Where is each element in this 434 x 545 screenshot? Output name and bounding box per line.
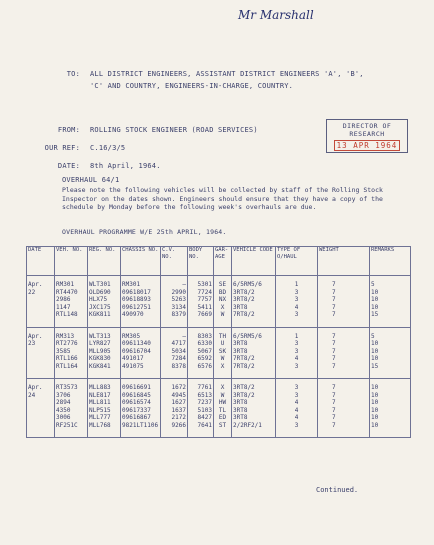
table-cell: X — [214, 384, 232, 392]
table-cell: 4 — [276, 304, 318, 312]
spacer-cell — [55, 370, 88, 379]
table-cell: HW — [214, 399, 232, 407]
stamp-line-2: RESEARCH — [349, 130, 385, 138]
table-cell: – — [161, 281, 188, 289]
date-label: DATE: — [57, 162, 80, 170]
table-cell: 3706 — [55, 392, 88, 400]
table-cell: 09612751 — [121, 304, 161, 312]
table-row — [27, 333, 411, 341]
table-cell: W — [214, 311, 232, 319]
continued-note: Continued. — [316, 486, 359, 494]
table-cell: 6576 — [188, 363, 214, 371]
table-header — [27, 247, 411, 276]
table-cell: 09616845 — [121, 392, 161, 400]
table-cell: 3 — [276, 422, 318, 430]
table-cell: 8378 — [161, 363, 188, 371]
table-cell: 3RT8 — [232, 304, 276, 312]
spacer-cell — [214, 370, 232, 379]
table-cell: MLL883 — [88, 384, 121, 392]
table-cell: U — [214, 340, 232, 348]
ref-label: OUR REF: — [44, 144, 80, 152]
spacer-cell — [27, 319, 55, 328]
table-cell: 2172 — [161, 414, 188, 422]
table-cell: 22 — [27, 289, 55, 297]
table-cell: 7 — [318, 392, 370, 400]
table-cell: 3RT8/2 — [232, 384, 276, 392]
table-cell: 9266 — [161, 422, 188, 430]
table-cell: WLT301 — [88, 281, 121, 289]
table-cell: RT2776 — [55, 340, 88, 348]
table-cell: NLE817 — [88, 392, 121, 400]
table-cell: 23 — [27, 340, 55, 348]
table-body — [27, 276, 411, 438]
table-cell: 3585 — [55, 348, 88, 356]
spacer-cell — [214, 319, 232, 328]
spacer-cell — [370, 429, 411, 438]
stamp-date: 13 APR 1964 — [334, 140, 400, 151]
table-cell — [27, 363, 55, 371]
to-line-1: ALL DISTRICT ENGINEERS, ASSISTANT DISTRICT ENGINEERS 'A', 'B', — [90, 70, 364, 78]
spacer-cell — [161, 429, 188, 438]
table-cell: 4350 — [55, 407, 88, 415]
spacer-cell — [318, 319, 370, 328]
table-cell: WLT313 — [88, 333, 121, 341]
ref-value: C.16/3/5 — [90, 144, 126, 152]
to-label: TO: — [66, 70, 80, 78]
table-cell: 7 — [318, 363, 370, 371]
table-cell: 4 — [276, 414, 318, 422]
spacer-cell — [188, 370, 214, 379]
table-cell: 5 — [370, 281, 411, 289]
group-spacer — [27, 429, 411, 438]
table-cell: 3RT8/2 — [232, 289, 276, 297]
table-cell: 7 — [318, 422, 370, 430]
spacer-cell — [276, 319, 318, 328]
spacer-cell — [318, 370, 370, 379]
table-cell: 7284 — [161, 355, 188, 363]
table-cell: 09616691 — [121, 384, 161, 392]
table-row — [27, 407, 411, 415]
table-cell — [27, 422, 55, 430]
table-cell: RTL164 — [55, 363, 88, 371]
col-vehicle-code: VEHICLE CODE — [232, 247, 276, 276]
table-cell — [27, 414, 55, 422]
to-line-2: 'C' AND COUNTRY, ENGINEERS-IN-CHARGE, COUNTRY. — [90, 82, 294, 90]
table-cell: 7 — [318, 355, 370, 363]
table-cell: 2/2RF2/1 — [232, 422, 276, 430]
group-spacer — [27, 370, 411, 379]
table-cell: 4 — [276, 399, 318, 407]
subject: OVERHAUL 64/1 — [62, 176, 120, 184]
table-cell: RF251C — [55, 422, 88, 430]
table-cell: KGK830 — [88, 355, 121, 363]
spacer-cell — [27, 429, 55, 438]
table-cell: 2894 — [55, 399, 88, 407]
table-row — [27, 289, 411, 297]
table-cell — [27, 399, 55, 407]
table-cell: X — [214, 304, 232, 312]
table-cell: W — [214, 392, 232, 400]
table-cell: 10 — [370, 355, 411, 363]
table-cell: 09618893 — [121, 296, 161, 304]
table-cell — [27, 355, 55, 363]
table-cell: 09616867 — [121, 414, 161, 422]
spacer-cell — [161, 319, 188, 328]
table-row — [27, 384, 411, 392]
table-cell: 1 — [276, 333, 318, 341]
table-cell: 24 — [27, 392, 55, 400]
table-cell: Apr. — [27, 281, 55, 289]
overhaul-table — [26, 246, 411, 438]
table-cell: 4 — [276, 355, 318, 363]
table-cell: 1627 — [161, 399, 188, 407]
table-cell: 7641 — [188, 422, 214, 430]
table-cell: RT3573 — [55, 384, 88, 392]
table-cell: 09618017 — [121, 289, 161, 297]
table-row — [27, 311, 411, 319]
schedule-title: OVERHAUL PROGRAMME W/E 25th APRIL, 1964. — [62, 228, 227, 236]
table-cell: 7724 — [188, 289, 214, 297]
table-row — [27, 355, 411, 363]
table-cell: 10 — [370, 304, 411, 312]
table-cell: 09616704 — [121, 348, 161, 356]
table-cell: 1 — [276, 281, 318, 289]
spacer-cell — [121, 429, 161, 438]
table-cell: 10 — [370, 422, 411, 430]
table-cell: 5067 — [188, 348, 214, 356]
table-cell: 3 — [276, 392, 318, 400]
table-cell: 9821LT1106 — [121, 422, 161, 430]
table-cell: ED — [214, 414, 232, 422]
spacer-cell — [318, 429, 370, 438]
table-cell: 5411 — [188, 304, 214, 312]
table-cell: RM305 — [121, 333, 161, 341]
table-cell: HLX75 — [88, 296, 121, 304]
table-cell: KGK811 — [88, 311, 121, 319]
table-cell: 491075 — [121, 363, 161, 371]
table-cell: MLL768 — [88, 422, 121, 430]
spacer-cell — [232, 429, 276, 438]
table-cell: MLL811 — [88, 399, 121, 407]
table-cell: RM313 — [55, 333, 88, 341]
table-cell: Apr. — [27, 333, 55, 341]
table-cell: 491017 — [121, 355, 161, 363]
col-garage: GAR- AGE — [214, 247, 232, 276]
table-cell: 7 — [318, 289, 370, 297]
col-veh-no: VEH. NO. — [55, 247, 88, 276]
table-cell: RTL148 — [55, 311, 88, 319]
table-cell — [27, 296, 55, 304]
table-cell: X — [214, 363, 232, 371]
table-cell: 2990 — [161, 289, 188, 297]
table-row — [27, 348, 411, 356]
table-cell: MLL777 — [88, 414, 121, 422]
table-row — [27, 304, 411, 312]
table-cell: W — [214, 355, 232, 363]
table-cell: LYR827 — [88, 340, 121, 348]
table-cell: 1637 — [161, 407, 188, 415]
table-cell: 7RT8/2 — [232, 355, 276, 363]
handwritten-note: Mr Marshall — [238, 8, 314, 22]
table-row — [27, 363, 411, 371]
table-cell: 3RT8/2 — [232, 392, 276, 400]
col-type-of-overhaul: TYPE OF O/HAUL — [276, 247, 318, 276]
spacer-cell — [27, 370, 55, 379]
table-cell: 10 — [370, 296, 411, 304]
table-cell: 10 — [370, 289, 411, 297]
table-cell: 10 — [370, 407, 411, 415]
from-label: FROM: — [57, 126, 80, 134]
table-cell: 10 — [370, 399, 411, 407]
table-row — [27, 392, 411, 400]
table-cell: 09611340 — [121, 340, 161, 348]
table-cell: 3 — [276, 363, 318, 371]
table-cell: NLP515 — [88, 407, 121, 415]
table-cell: 7 — [318, 311, 370, 319]
table-cell: NX — [214, 296, 232, 304]
table-cell: 5 — [370, 333, 411, 341]
table-cell: 4717 — [161, 340, 188, 348]
spacer-cell — [121, 370, 161, 379]
table-cell: MLL905 — [88, 348, 121, 356]
spacer-cell — [88, 319, 121, 328]
col-reg-no: REG. NO. — [88, 247, 121, 276]
table-cell: 3RT8 — [232, 340, 276, 348]
col-cv-no: C.V. NO. — [161, 247, 188, 276]
table-cell: 09617337 — [121, 407, 161, 415]
table-cell: 7 — [318, 304, 370, 312]
table-cell: – — [161, 333, 188, 341]
table-cell: 3 — [276, 384, 318, 392]
table-cell: 3 — [276, 296, 318, 304]
table-cell: 3134 — [161, 304, 188, 312]
spacer-cell — [88, 429, 121, 438]
table-cell: 7RT8/2 — [232, 311, 276, 319]
spacer-cell — [121, 319, 161, 328]
table-cell: 3 — [276, 348, 318, 356]
table-cell: 7 — [318, 296, 370, 304]
table-cell: 5034 — [161, 348, 188, 356]
table-cell: 7757 — [188, 296, 214, 304]
table-cell: 7 — [318, 281, 370, 289]
date-value: 8th April, 1964. — [90, 162, 161, 170]
spacer-cell — [276, 370, 318, 379]
table-cell: 7 — [318, 407, 370, 415]
table-cell: 10 — [370, 392, 411, 400]
col-chassis-no: CHASSIS NO. — [121, 247, 161, 276]
table-cell: KGK841 — [88, 363, 121, 371]
table-cell: 3RT8/2 — [232, 296, 276, 304]
table-cell: 6/5RM5/6 — [232, 333, 276, 341]
spacer-cell — [188, 429, 214, 438]
table-cell: 10 — [370, 340, 411, 348]
body-paragraph: Please note the following vehicles will be collected by staff of the Rolling Stock Inspector on the dates shown. Engineers should ensure that they have a copy of the schedule by Monday before the following week's overhauls are due. — [62, 186, 383, 211]
table-cell: 6592 — [188, 355, 214, 363]
col-date: DATE — [27, 247, 55, 276]
table-row — [27, 281, 411, 289]
table-cell: 3RT8 — [232, 399, 276, 407]
table-cell: 7 — [318, 414, 370, 422]
table-cell: 5103 — [188, 407, 214, 415]
table-cell: 3RT8 — [232, 414, 276, 422]
table-cell: 7RT8/2 — [232, 363, 276, 371]
col-weight: WEIGHT — [318, 247, 370, 276]
table-cell: 4 — [276, 407, 318, 415]
table-cell: 8303 — [188, 333, 214, 341]
table-cell: 4945 — [161, 392, 188, 400]
table-cell: 6330 — [188, 340, 214, 348]
spacer-cell — [214, 429, 232, 438]
table-cell: RM301 — [121, 281, 161, 289]
table-row — [27, 296, 411, 304]
col-remarks: REMARKS — [370, 247, 411, 276]
table-cell: 3 — [276, 311, 318, 319]
spacer-cell — [88, 370, 121, 379]
col-body-no: BODY NO. — [188, 247, 214, 276]
table-cell: 7237 — [188, 399, 214, 407]
table-cell: 3 — [276, 289, 318, 297]
spacer-cell — [370, 370, 411, 379]
spacer-cell — [232, 370, 276, 379]
table-cell: TH — [214, 333, 232, 341]
table-cell: 5301 — [188, 281, 214, 289]
table-cell: 7761 — [188, 384, 214, 392]
table-row — [27, 340, 411, 348]
table-cell: BD — [214, 289, 232, 297]
table-cell: 1147 — [55, 304, 88, 312]
table-cell — [27, 407, 55, 415]
table-cell: Apr. — [27, 384, 55, 392]
table-cell: ST — [214, 422, 232, 430]
spacer-cell — [188, 319, 214, 328]
received-stamp — [326, 119, 408, 153]
table-cell: OLD690 — [88, 289, 121, 297]
table-cell: SE — [214, 281, 232, 289]
table-cell: 6513 — [188, 392, 214, 400]
table-cell: 3006 — [55, 414, 88, 422]
table-cell: 3 — [276, 340, 318, 348]
table-row — [27, 399, 411, 407]
spacer-cell — [232, 319, 276, 328]
table-cell: 8379 — [161, 311, 188, 319]
table-cell: SK — [214, 348, 232, 356]
group-spacer — [27, 319, 411, 328]
table-cell: 7669 — [188, 311, 214, 319]
table-cell: 6/5RM5/6 — [232, 281, 276, 289]
table-cell: 7 — [318, 348, 370, 356]
table-cell: 15 — [370, 311, 411, 319]
table-cell: 09616574 — [121, 399, 161, 407]
table-cell: 7 — [318, 384, 370, 392]
table-cell: 7 — [318, 399, 370, 407]
table-cell: 1672 — [161, 384, 188, 392]
table-cell: RM301 — [55, 281, 88, 289]
table-cell: 10 — [370, 414, 411, 422]
table-cell: 3RT8 — [232, 348, 276, 356]
table-cell: RT4470 — [55, 289, 88, 297]
spacer-cell — [276, 429, 318, 438]
spacer-cell — [55, 429, 88, 438]
table-cell: 7 — [318, 340, 370, 348]
table-cell — [27, 311, 55, 319]
table-cell: 3RT8 — [232, 407, 276, 415]
table-row — [27, 414, 411, 422]
table-row — [27, 422, 411, 430]
table-cell: 5263 — [161, 296, 188, 304]
spacer-cell — [55, 319, 88, 328]
table-cell: TL — [214, 407, 232, 415]
spacer-cell — [161, 370, 188, 379]
table-cell: JXC175 — [88, 304, 121, 312]
table-cell: 10 — [370, 348, 411, 356]
table-cell: 2986 — [55, 296, 88, 304]
table-cell — [27, 348, 55, 356]
from-value: ROLLING STOCK ENGINEER (ROAD SERVICES) — [90, 126, 258, 134]
table-cell: 10 — [370, 384, 411, 392]
spacer-cell — [370, 319, 411, 328]
table-cell: 8427 — [188, 414, 214, 422]
table-cell: 7 — [318, 333, 370, 341]
stamp-line-1: DIRECTOR OF — [342, 122, 392, 130]
table-cell: RTL166 — [55, 355, 88, 363]
table-cell: 15 — [370, 363, 411, 371]
table-cell — [27, 304, 55, 312]
table-cell: 490970 — [121, 311, 161, 319]
